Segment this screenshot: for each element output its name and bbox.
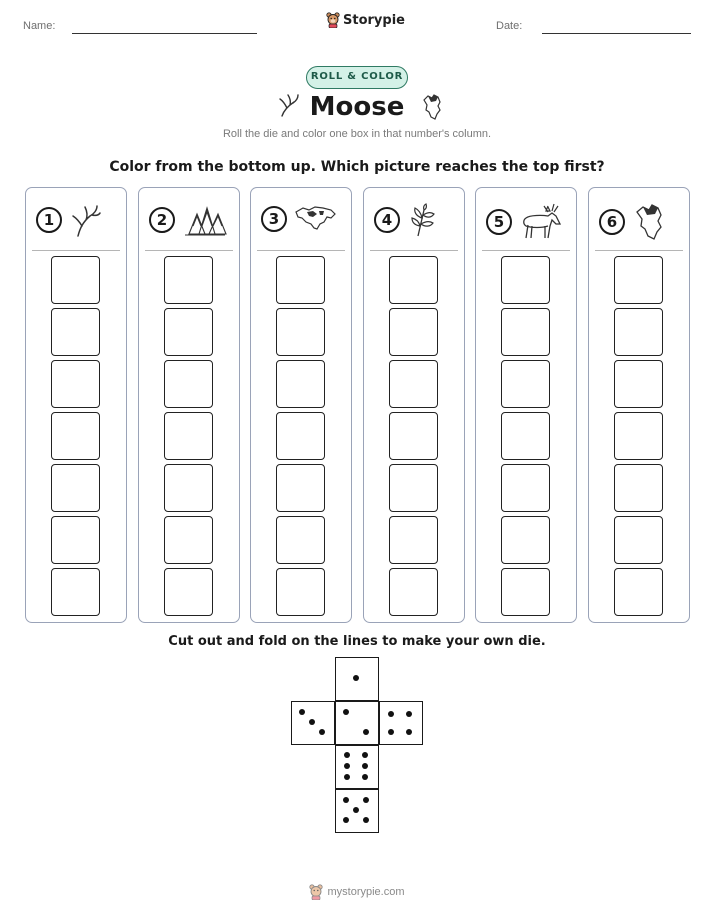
column-number: 2: [149, 207, 175, 233]
color-box[interactable]: [501, 464, 550, 512]
antler-icon: [68, 202, 102, 238]
column-number: 3: [261, 206, 287, 232]
column-header: [486, 202, 564, 242]
die-face-2: [335, 701, 379, 745]
color-box[interactable]: [389, 568, 438, 616]
die-pip: [344, 752, 350, 758]
die-pip: [362, 752, 368, 758]
leafy-branch-icon: [406, 202, 440, 238]
color-box[interactable]: [501, 568, 550, 616]
color-box[interactable]: [51, 412, 100, 460]
color-box[interactable]: [501, 516, 550, 564]
die-pip: [319, 729, 325, 735]
color-box[interactable]: [51, 464, 100, 512]
color-box[interactable]: [276, 360, 325, 408]
subtitle: Roll the die and color one box in that number's column.: [222, 128, 492, 140]
color-box[interactable]: [51, 308, 100, 356]
die-face-4: [379, 701, 423, 745]
color-box[interactable]: [276, 256, 325, 304]
name-line[interactable]: [72, 33, 257, 34]
date-line[interactable]: [542, 33, 691, 34]
color-box[interactable]: [51, 568, 100, 616]
color-box[interactable]: [164, 568, 213, 616]
column-number: 4: [374, 207, 400, 233]
color-box[interactable]: [389, 256, 438, 304]
color-box[interactable]: [51, 256, 100, 304]
color-box[interactable]: [51, 516, 100, 564]
roll-column-6: [588, 187, 690, 623]
die-pip: [343, 709, 349, 715]
instruction-heading: Color from the bottom up. Which picture reaches the top first?: [109, 159, 605, 175]
color-box[interactable]: [614, 516, 663, 564]
die-pip: [362, 763, 368, 769]
moose-icon: [518, 202, 564, 242]
color-box[interactable]: [164, 308, 213, 356]
die-pip: [353, 675, 359, 681]
brand-logo: [326, 12, 405, 28]
color-box[interactable]: [389, 412, 438, 460]
footer-url[interactable]: mystorypie.com: [327, 886, 405, 898]
color-box[interactable]: [614, 464, 663, 512]
color-box[interactable]: [164, 464, 213, 512]
color-box[interactable]: [164, 360, 213, 408]
color-box[interactable]: [276, 308, 325, 356]
color-box[interactable]: [389, 516, 438, 564]
canada-map-icon: [419, 92, 445, 122]
die-pip: [353, 807, 359, 813]
color-box[interactable]: [614, 412, 663, 460]
color-box[interactable]: [389, 464, 438, 512]
die-pip: [299, 709, 305, 715]
die-pip: [406, 729, 412, 735]
column-divider: [595, 250, 683, 251]
color-box[interactable]: [614, 256, 663, 304]
color-box[interactable]: [164, 256, 213, 304]
brand-name: Storypie: [343, 12, 405, 28]
column-divider: [370, 250, 458, 251]
color-box[interactable]: [164, 516, 213, 564]
column-header: [261, 202, 337, 236]
die-pip: [363, 817, 369, 823]
die-face-3: [291, 701, 335, 745]
die-pip: [363, 729, 369, 735]
die-pip: [344, 763, 350, 769]
color-box[interactable]: [164, 412, 213, 460]
canada-map-icon: [631, 202, 667, 242]
color-box[interactable]: [614, 308, 663, 356]
bear-logo-icon: [326, 12, 340, 28]
column-number: 1: [36, 207, 62, 233]
column-header: [374, 202, 440, 238]
cut-instruction: Cut out and fold on the lines to make your own die.: [168, 634, 546, 649]
die-pip: [309, 719, 315, 725]
die-pip: [388, 711, 394, 717]
footer: [0, 884, 714, 900]
column-divider: [32, 250, 120, 251]
color-box[interactable]: [614, 568, 663, 616]
color-box[interactable]: [389, 360, 438, 408]
color-box[interactable]: [501, 256, 550, 304]
roll-and-color-badge: ROLL & COLOR: [306, 66, 408, 89]
column-number: 6: [599, 209, 625, 235]
color-box[interactable]: [501, 308, 550, 356]
column-header: [36, 202, 102, 238]
column-number: 5: [486, 209, 512, 235]
die-pip: [362, 774, 368, 780]
date-label: Date:: [496, 20, 523, 32]
die-pip: [344, 774, 350, 780]
column-divider: [145, 250, 233, 251]
bear-logo-icon: [309, 884, 323, 900]
column-divider: [257, 250, 345, 251]
color-box[interactable]: [614, 360, 663, 408]
die-pip: [406, 711, 412, 717]
column-divider: [482, 250, 570, 251]
roll-column-2: [138, 187, 240, 623]
color-box[interactable]: [389, 308, 438, 356]
die-pip: [343, 797, 349, 803]
name-label: Name:: [23, 20, 56, 32]
die-face-5: [335, 789, 379, 833]
color-box[interactable]: [276, 412, 325, 460]
die-pip: [343, 817, 349, 823]
color-box[interactable]: [51, 360, 100, 408]
color-box[interactable]: [501, 412, 550, 460]
die-pip: [363, 797, 369, 803]
pine-trees-icon: [181, 202, 227, 238]
north-america-map-icon: [293, 202, 337, 236]
color-box[interactable]: [276, 516, 325, 564]
color-box[interactable]: [276, 568, 325, 616]
die-face-6: [335, 745, 379, 789]
roll-column-4: [363, 187, 465, 623]
column-header: [149, 202, 227, 238]
color-box[interactable]: [501, 360, 550, 408]
die-face-1: [335, 657, 379, 701]
column-header: [599, 202, 667, 242]
roll-column-3: [250, 187, 352, 623]
roll-column-5: [475, 187, 577, 623]
page-title: Moose: [309, 92, 405, 122]
roll-column-1: [25, 187, 127, 623]
color-box[interactable]: [276, 464, 325, 512]
die-pip: [388, 729, 394, 735]
